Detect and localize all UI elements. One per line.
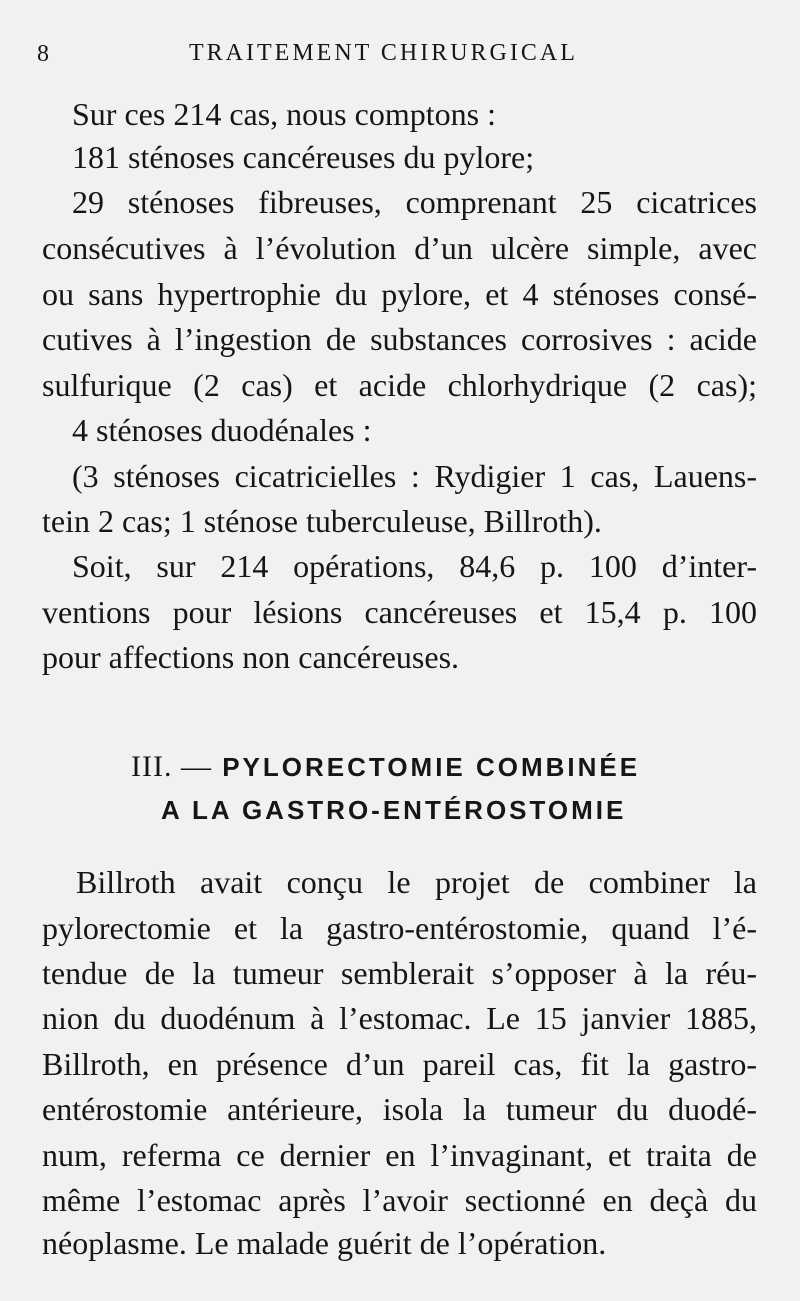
text-line: num, referma ce dernier en l’invaginant, et traita de <box>42 1137 757 1173</box>
section-heading-line-2: A LA GASTRO-ENTÉROSTOMIE <box>161 795 627 825</box>
text-line: nion du duodénum à l’estomac. Le 15 janvier 1885, <box>42 1000 757 1036</box>
text-line: néoplasme. Le malade guérit de l’opération. <box>42 1225 607 1261</box>
text-line: ou sans hypertrophie du pylore, et 4 sténoses consé- <box>42 276 757 312</box>
text-line: (3 sténoses cicatricielles : Rydigier 1 cas, Lauens- <box>72 458 757 494</box>
text-line: tein 2 cas; 1 sténose tuberculeuse, Billroth). <box>42 503 602 539</box>
text-line: Billroth avait conçu le projet de combiner la <box>76 864 757 900</box>
text-line: 181 sténoses cancéreuses du pylore; <box>72 139 535 175</box>
text-line: Sur ces 214 cas, nous comptons : <box>72 96 496 132</box>
text-line: 4 sténoses duodénales : <box>72 412 372 448</box>
running-head: TRAITEMENT CHIRURGICAL <box>189 40 578 66</box>
text-line: tendue de la tumeur semblerait s’opposer à la réu- <box>42 955 757 991</box>
text-line: ventions pour lésions cancéreuses et 15,4 p. 100 <box>42 594 757 630</box>
text-line: Billroth, en présence d’un pareil cas, fit la gastro- <box>42 1046 757 1082</box>
text-line: Soit, sur 214 opérations, 84,6 p. 100 d’inter- <box>72 548 757 584</box>
text-line: même l’estomac après l’avoir sectionné en deçà du <box>42 1182 757 1218</box>
text-line: 29 sténoses fibreuses, comprenant 25 cicatrices <box>72 184 757 220</box>
section-title-part-1: PYLORECTOMIE COMBINÉE <box>222 752 641 782</box>
section-heading-line-1 <box>131 750 640 784</box>
text-line: entérostomie antérieure, isola la tumeur du duodé- <box>42 1091 757 1127</box>
text-line: cutives à l’ingestion de substances corrosives : acide <box>42 321 757 357</box>
text-line: sulfurique (2 cas) et acide chlorhydrique (2 cas); <box>42 367 757 403</box>
page-number: 8 <box>37 41 50 67</box>
text-line: pour affections non cancéreuses. <box>42 639 460 675</box>
section-numeral: III. — <box>131 750 212 783</box>
text-line: consécutives à l’évolution d’un ulcère simple, avec <box>42 230 757 266</box>
text-line: pylorectomie et la gastro-entérostomie, quand l’é- <box>42 910 757 946</box>
